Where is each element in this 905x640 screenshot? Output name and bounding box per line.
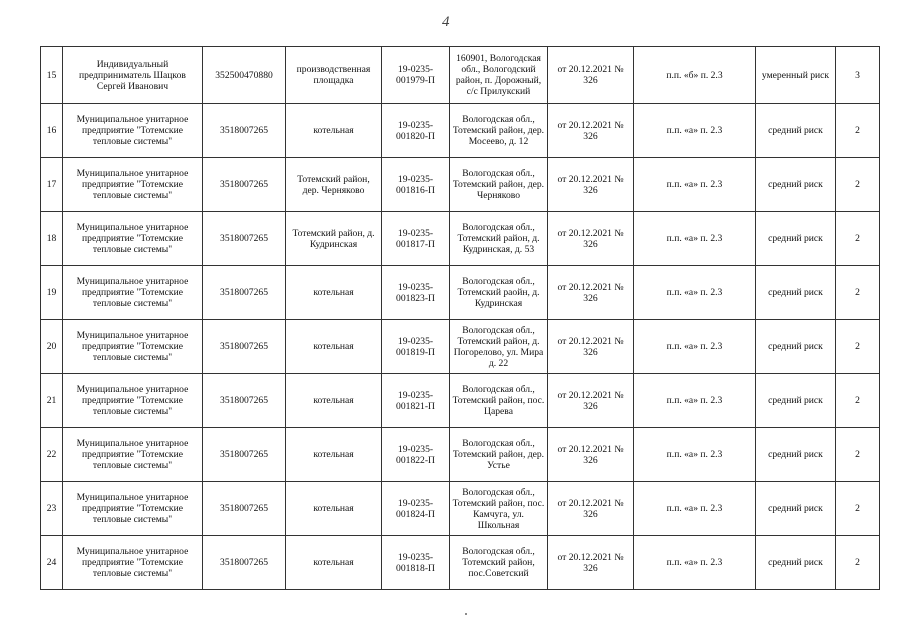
address-cell: Вологодская обл., Тотемский район, пос.Советский — [450, 536, 548, 590]
inn-cell: 3518007265 — [203, 374, 286, 428]
address-cell: Вологодская обл., Тотемский раойн, д. Кудринская — [450, 266, 548, 320]
criterion-cell: п.п. «а» п. 2.3 — [634, 266, 756, 320]
inn-cell: 3518007265 — [203, 158, 286, 212]
object-type-cell: котельная — [286, 266, 382, 320]
criterion-cell: п.п. «а» п. 2.3 — [634, 320, 756, 374]
operator-name-cell: Муниципальное унитарное предприятие "Тотемские тепловые системы" — [63, 428, 203, 482]
row-number-cell: 17 — [41, 158, 63, 212]
registration-code-cell: 19-0235-001820-П — [382, 104, 450, 158]
address-cell: Вологодская обл., Тотемский район, пос. Камчуга, ул. Школьная — [450, 482, 548, 536]
table-row — [41, 536, 880, 590]
decision-ref-cell: от 20.12.2021 № 326 — [548, 320, 634, 374]
object-type-cell: котельная — [286, 428, 382, 482]
registration-code-cell: 19-0235-001816-П — [382, 158, 450, 212]
criterion-cell: п.п. «а» п. 2.3 — [634, 482, 756, 536]
inn-cell: 3518007265 — [203, 428, 286, 482]
row-number-cell: 16 — [41, 104, 63, 158]
address-cell: Вологодская обл., Тотемский район, дер. Устье — [450, 428, 548, 482]
decision-ref-cell: от 20.12.2021 № 326 — [548, 104, 634, 158]
decision-ref-cell: от 20.12.2021 № 326 — [548, 536, 634, 590]
criterion-cell: п.п. «б» п. 2.3 — [634, 47, 756, 104]
risk-category-cell: 2 — [836, 374, 880, 428]
risk-category-cell: 2 — [836, 212, 880, 266]
risk-category-cell: 2 — [836, 158, 880, 212]
object-type-cell: производственная площадка — [286, 47, 382, 104]
risk-category-cell: 2 — [836, 104, 880, 158]
decision-ref-cell: от 20.12.2021 № 326 — [548, 47, 634, 104]
risk-level-cell: средний риск — [756, 266, 836, 320]
row-number-cell: 18 — [41, 212, 63, 266]
registration-code-cell: 19-0235-001822-П — [382, 428, 450, 482]
operator-name-cell: Муниципальное унитарное предприятие "Тотемские тепловые системы" — [63, 212, 203, 266]
row-number-cell: 20 — [41, 320, 63, 374]
table-row — [41, 374, 880, 428]
criterion-cell: п.п. «а» п. 2.3 — [634, 374, 756, 428]
criterion-cell: п.п. «а» п. 2.3 — [634, 428, 756, 482]
table-row — [41, 482, 880, 536]
table-row — [41, 428, 880, 482]
risk-category-cell: 2 — [836, 482, 880, 536]
table-row — [41, 47, 880, 104]
table-row — [41, 266, 880, 320]
risk-level-cell: средний риск — [756, 536, 836, 590]
risk-category-cell: 2 — [836, 428, 880, 482]
decision-ref-cell: от 20.12.2021 № 326 — [548, 428, 634, 482]
risk-category-cell: 2 — [836, 320, 880, 374]
criterion-cell: п.п. «а» п. 2.3 — [634, 212, 756, 266]
address-cell: Вологодская обл., Тотемский район, дер. Черняково — [450, 158, 548, 212]
inn-cell: 3518007265 — [203, 320, 286, 374]
risk-level-cell: средний риск — [756, 104, 836, 158]
registration-code-cell: 19-0235-001817-П — [382, 212, 450, 266]
risk-level-cell: средний риск — [756, 212, 836, 266]
operator-name-cell: Муниципальное унитарное предприятие "Тотемские тепловые системы" — [63, 374, 203, 428]
inn-cell: 3518007265 — [203, 104, 286, 158]
risk-category-cell: 3 — [836, 47, 880, 104]
decision-ref-cell: от 20.12.2021 № 326 — [548, 482, 634, 536]
table-row — [41, 104, 880, 158]
table-row — [41, 212, 880, 266]
criterion-cell: п.п. «а» п. 2.3 — [634, 104, 756, 158]
object-type-cell: котельная — [286, 320, 382, 374]
inn-cell: 3518007265 — [203, 266, 286, 320]
register-table — [40, 46, 880, 590]
registration-code-cell: 19-0235-001821-П — [382, 374, 450, 428]
address-cell: Вологодская обл., Тотемский район, д. Кудринская, д. 53 — [450, 212, 548, 266]
inn-cell: 3518007265 — [203, 482, 286, 536]
risk-level-cell: средний риск — [756, 320, 836, 374]
table-row — [41, 320, 880, 374]
operator-name-cell: Муниципальное унитарное предприятие "Тотемские тепловые системы" — [63, 104, 203, 158]
operator-name-cell: Муниципальное унитарное предприятие "Тотемские тепловые системы" — [63, 536, 203, 590]
inn-cell: 352500470880 — [203, 47, 286, 104]
row-number-cell: 15 — [41, 47, 63, 104]
row-number-cell: 23 — [41, 482, 63, 536]
operator-name-cell: Муниципальное унитарное предприятие "Тотемские тепловые системы" — [63, 266, 203, 320]
registration-code-cell: 19-0235-001823-П — [382, 266, 450, 320]
table-row — [41, 158, 880, 212]
scan-speck — [465, 613, 467, 615]
operator-name-cell: Индивидуальный предприниматель Шацков Сергей Иванович — [63, 47, 203, 104]
criterion-cell: п.п. «а» п. 2.3 — [634, 536, 756, 590]
decision-ref-cell: от 20.12.2021 № 326 — [548, 158, 634, 212]
risk-level-cell: средний риск — [756, 482, 836, 536]
object-type-cell: Тотемский район, д. Кудринская — [286, 212, 382, 266]
registration-code-cell: 19-0235-001819-П — [382, 320, 450, 374]
registration-code-cell: 19-0235-001979-П — [382, 47, 450, 104]
row-number-cell: 21 — [41, 374, 63, 428]
object-type-cell: котельная — [286, 374, 382, 428]
decision-ref-cell: от 20.12.2021 № 326 — [548, 212, 634, 266]
registration-code-cell: 19-0235-001818-П — [382, 536, 450, 590]
operator-name-cell: Муниципальное унитарное предприятие "Тотемские тепловые системы" — [63, 482, 203, 536]
address-cell: Вологодская обл., Тотемский район, д. Погорелово, ул. Мира д. 22 — [450, 320, 548, 374]
object-type-cell: котельная — [286, 536, 382, 590]
risk-level-cell: умеренный риск — [756, 47, 836, 104]
row-number-cell: 22 — [41, 428, 63, 482]
object-type-cell: котельная — [286, 104, 382, 158]
address-cell: Вологодская обл., Тотемский район, дер. Мосеево, д. 12 — [450, 104, 548, 158]
inn-cell: 3518007265 — [203, 212, 286, 266]
registration-code-cell: 19-0235-001824-П — [382, 482, 450, 536]
risk-level-cell: средний риск — [756, 158, 836, 212]
risk-level-cell: средний риск — [756, 428, 836, 482]
operator-name-cell: Муниципальное унитарное предприятие "Тотемские тепловые системы" — [63, 158, 203, 212]
row-number-cell: 19 — [41, 266, 63, 320]
decision-ref-cell: от 20.12.2021 № 326 — [548, 266, 634, 320]
inn-cell: 3518007265 — [203, 536, 286, 590]
page-number: 4 — [442, 14, 450, 30]
operator-name-cell: Муниципальное унитарное предприятие "Тотемские тепловые системы" — [63, 320, 203, 374]
decision-ref-cell: от 20.12.2021 № 326 — [548, 374, 634, 428]
object-type-cell: котельная — [286, 482, 382, 536]
risk-level-cell: средний риск — [756, 374, 836, 428]
row-number-cell: 24 — [41, 536, 63, 590]
risk-category-cell: 2 — [836, 536, 880, 590]
criterion-cell: п.п. «а» п. 2.3 — [634, 158, 756, 212]
address-cell: Вологодская обл., Тотемский район, пос. Царева — [450, 374, 548, 428]
address-cell: 160901, Вологодская обл., Вологодский район, п. Дорожный, с/с Прилукский — [450, 47, 548, 104]
risk-category-cell: 2 — [836, 266, 880, 320]
object-type-cell: Тотемский район, дер. Черняково — [286, 158, 382, 212]
